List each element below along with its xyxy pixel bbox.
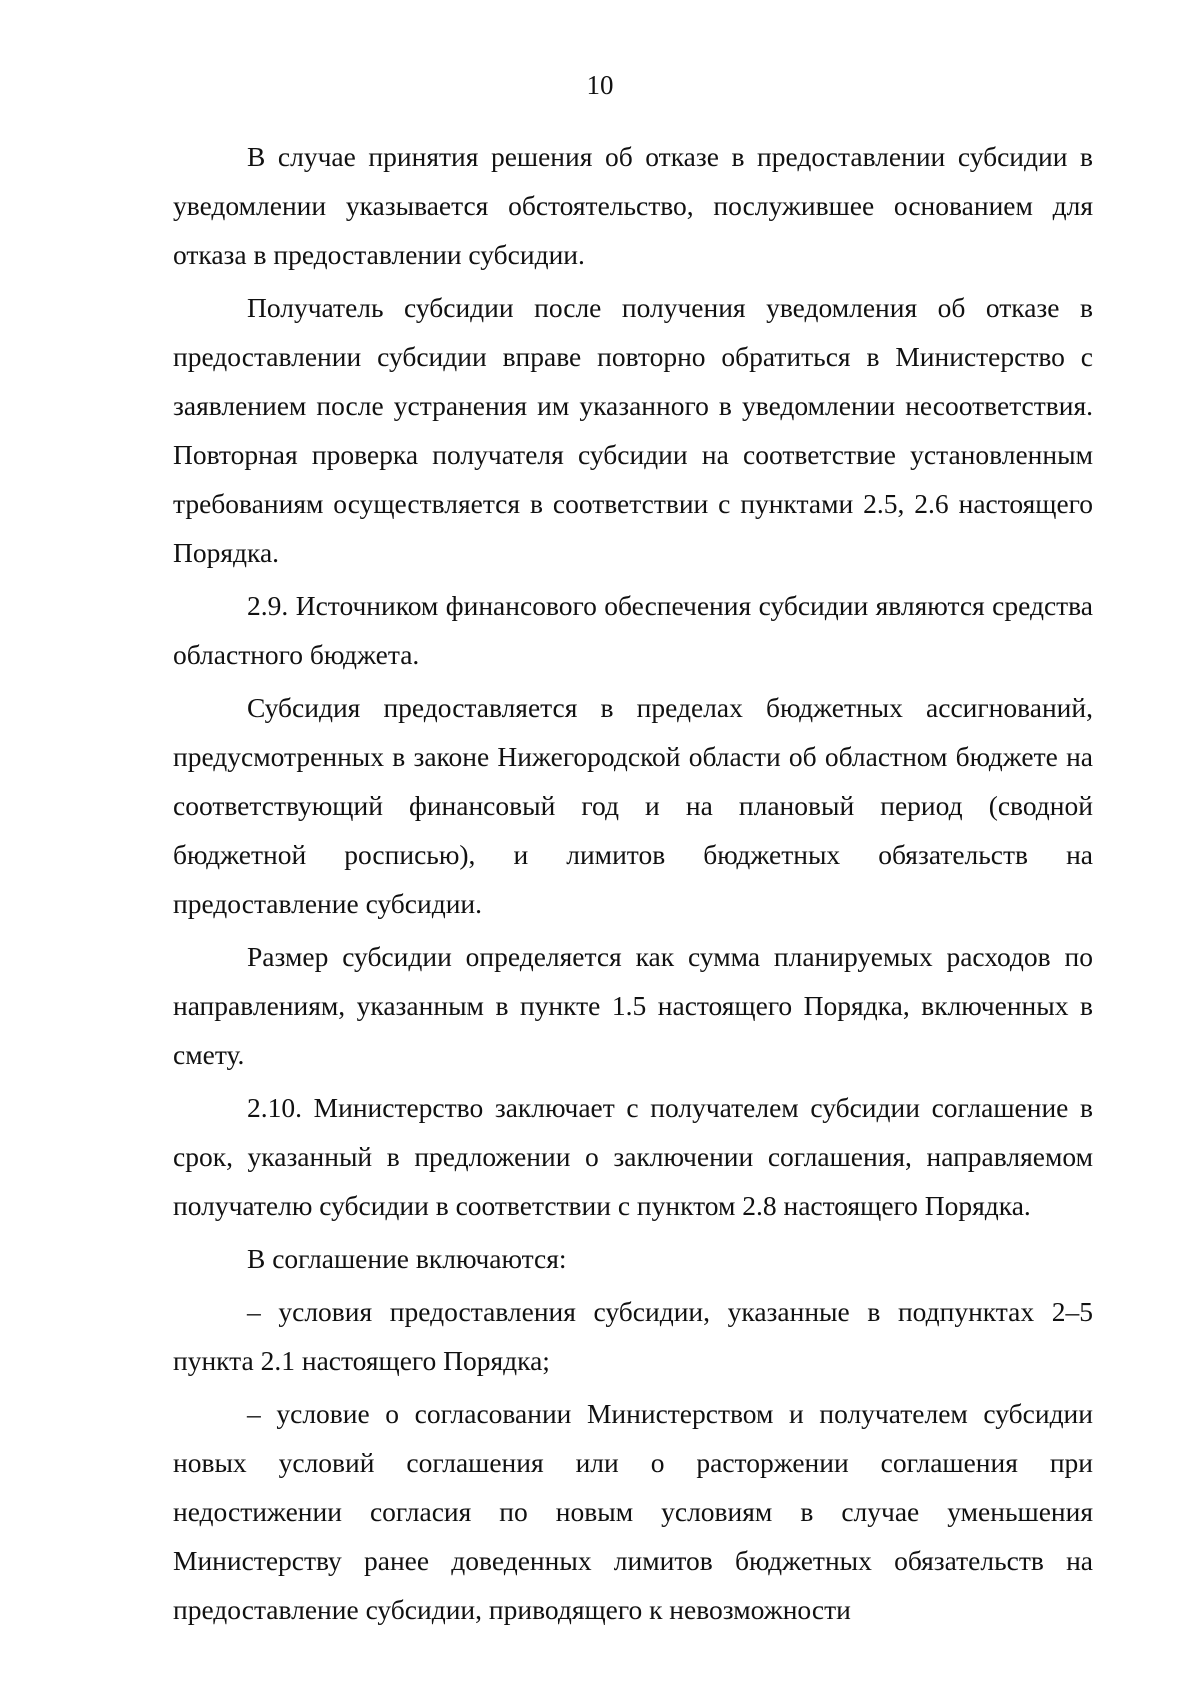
paragraph-repeat-application: Получатель субсидии после получения уведомления об отказе в предоставлении субсидии вправе повторно обратиться в Министерство с заявлением после устранения им указанного в уведомлении несоответствия. Повторная проверка получателя субсидии на соответствие установленным требованиям осуществляется в соответствии с пунктами 2.5, 2.6 настоящего Порядка. <box>173 292 1093 568</box>
paragraph-budget-limits: Субсидия предоставляется в пределах бюджетных ассигнований, предусмотренных в законе Нижегородской области об областном бюджете на соответствующий финансовый год и на плановый период (сводной бюджетной росписью), и лимитов бюджетных обязательств на предоставление субсидии. <box>173 692 1093 919</box>
paragraph-refusal-notice: В случае принятия решения об отказе в предоставлении субсидии в уведомлении указывается обстоятельство, послужившее основанием для отказа в предоставлении субсидии. <box>173 141 1093 270</box>
list-item-subsidy-conditions: – условия предоставления субсидии, указанные в подпунктах 2–5 пункта 2.1 настоящего Порядка; <box>173 1296 1093 1376</box>
document-body <box>173 132 1093 1638</box>
page-number: 10 <box>586 70 614 100</box>
paragraph-agreement-includes: В соглашение включаются: <box>247 1243 567 1274</box>
paragraph-2-9-funding-source: 2.9. Источником финансового обеспечения субсидии являются средства областного бюджета. <box>173 590 1093 670</box>
paragraph-subsidy-amount: Размер субсидии определяется как сумма планируемых расходов по направлениям, указанным в пункте 1.5 настоящего Порядка, включенных в смету. <box>173 941 1093 1070</box>
list-item-new-conditions: – условие о согласовании Министерством и получателем субсидии новых условий соглашения или о расторжении соглашения при недостижении согласия по новым условиям в случае уменьшения Министерству ранее доведенных лимитов бюджетных обязательств на предоставление субсидии, приводящего к невозможности <box>173 1398 1093 1625</box>
paragraph-2-10-agreement: 2.10. Министерство заключает с получателем субсидии соглашение в срок, указанный в предложении о заключении соглашения, направляемом получателю субсидии в соответствии с пунктом 2.8 настоящего Порядка. <box>173 1092 1093 1221</box>
